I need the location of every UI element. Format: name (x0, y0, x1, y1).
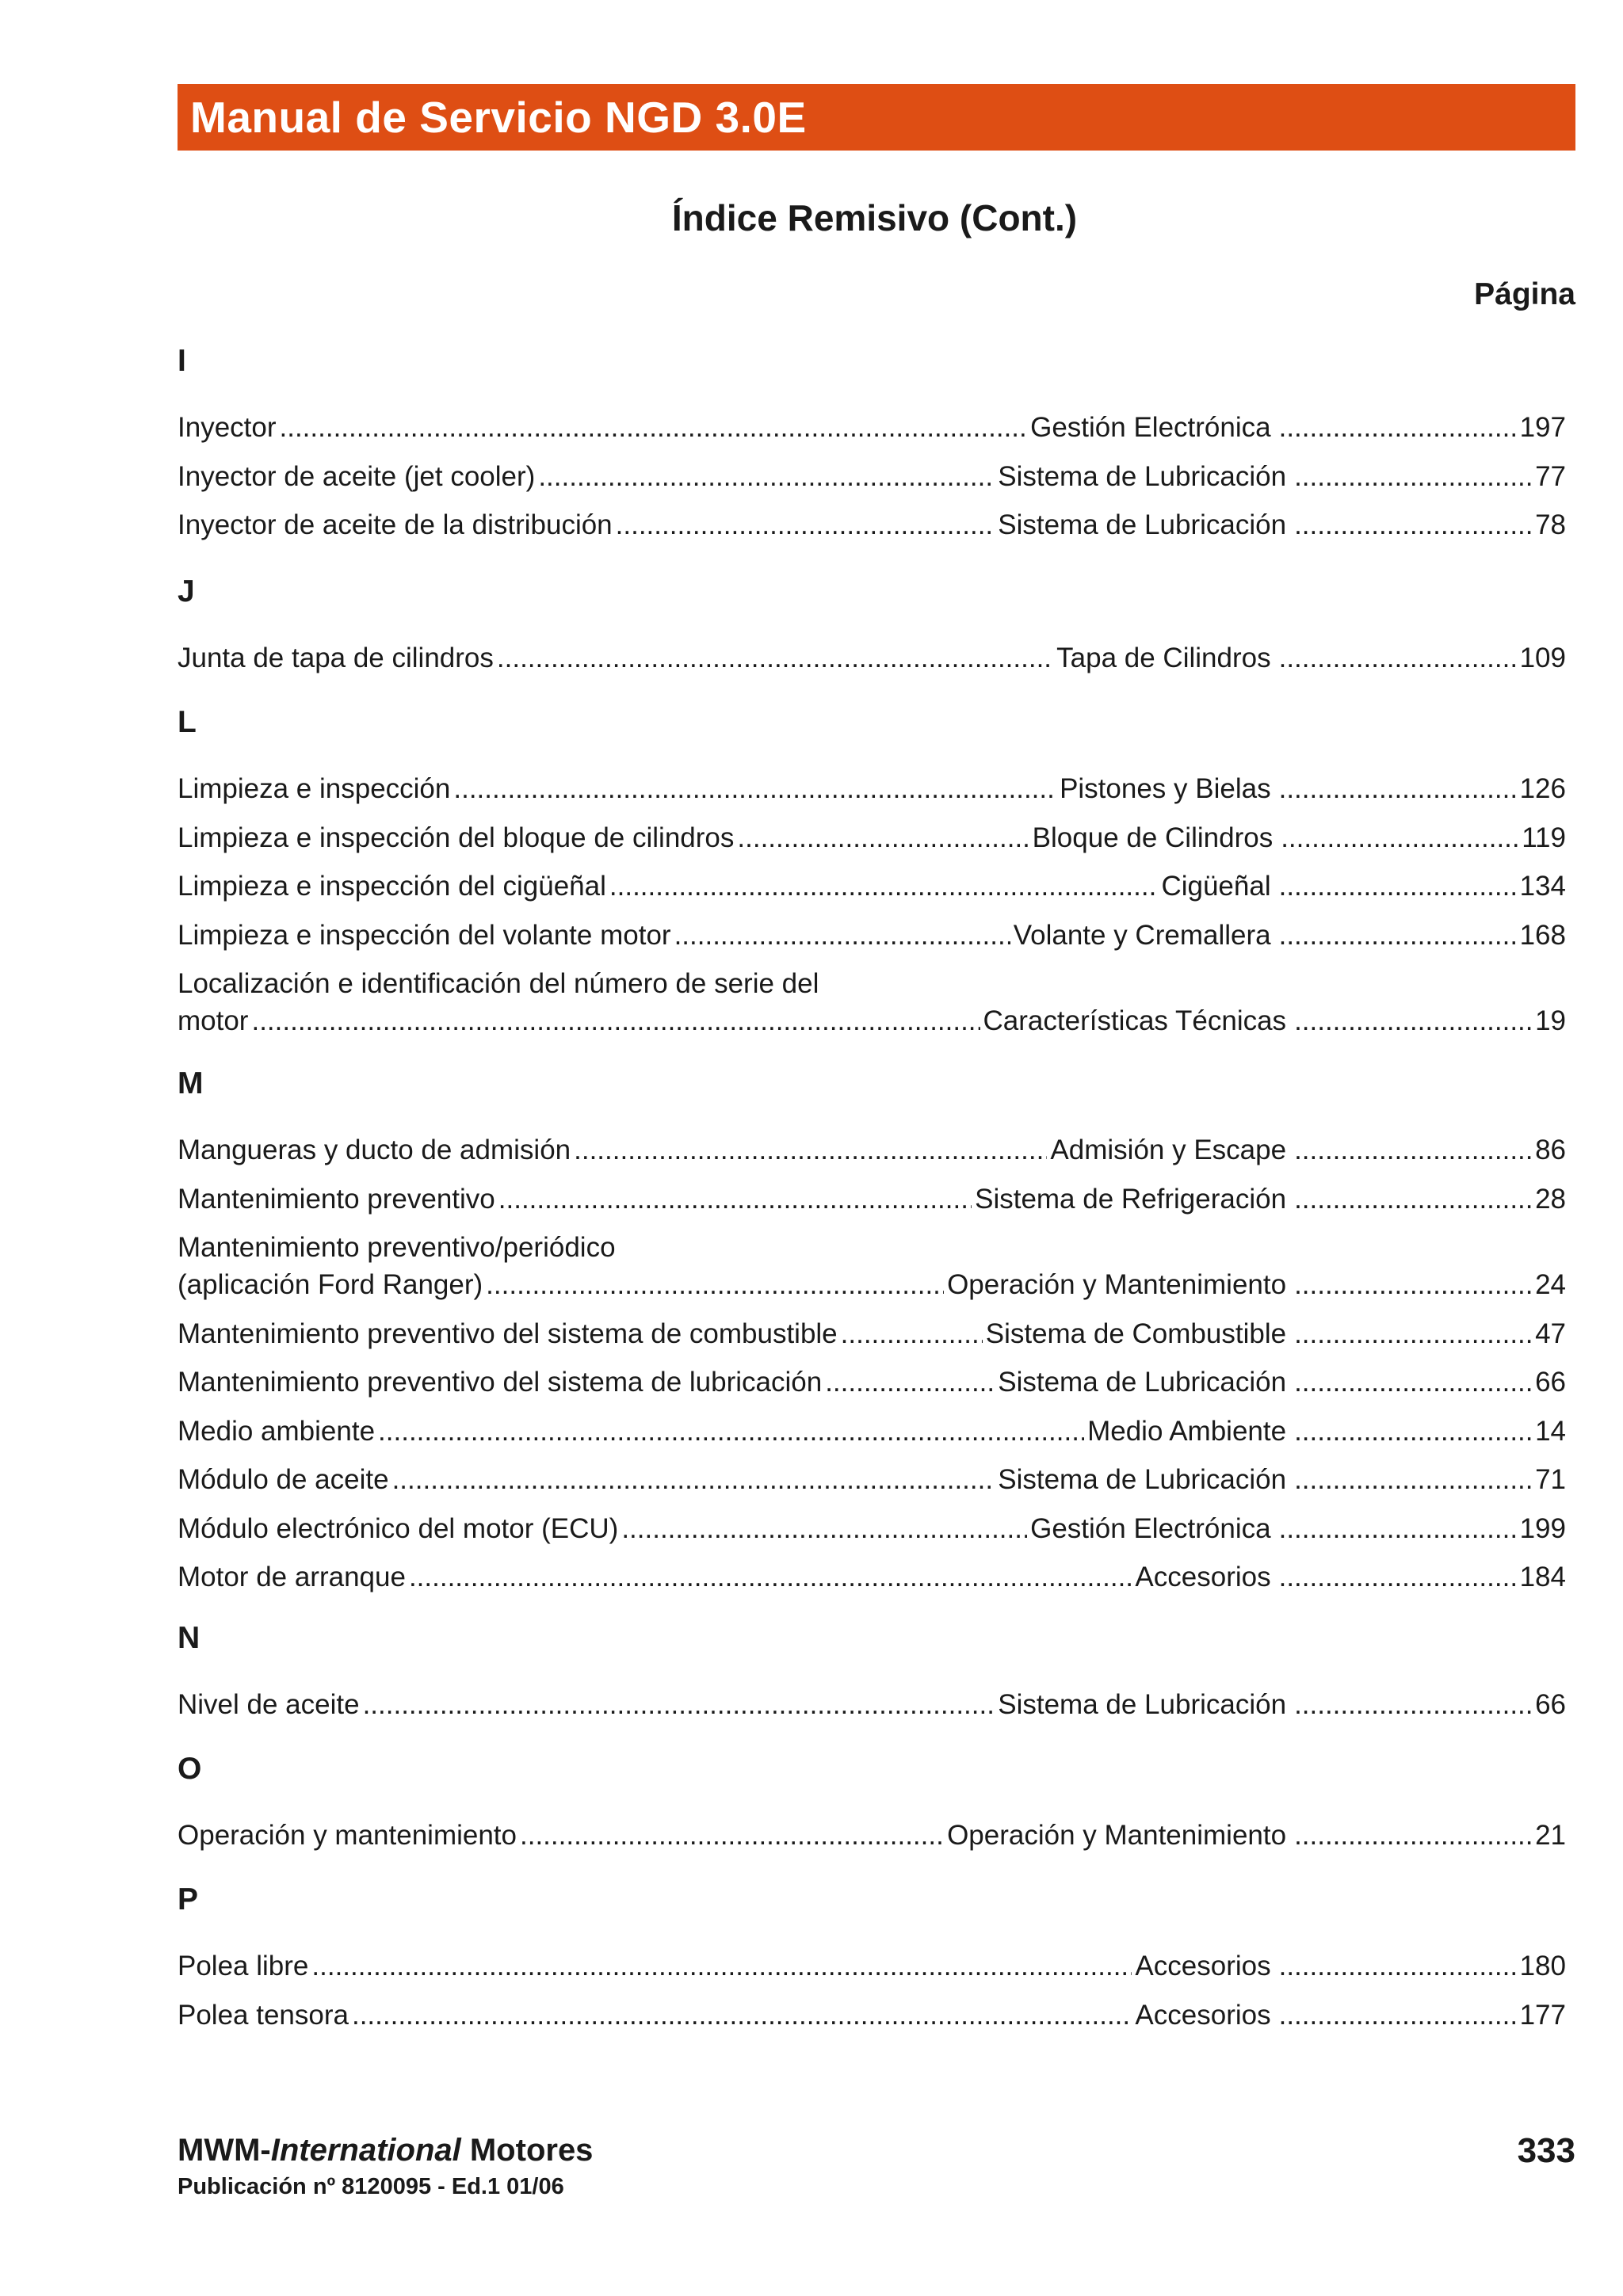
dot-leader (392, 1464, 995, 1496)
dot-leader (1279, 1513, 1517, 1545)
entry-term: Módulo electrónico del motor (ECU) (178, 1512, 619, 1544)
dot-leader (497, 643, 1053, 674)
dot-leader (311, 1951, 1132, 1982)
entry-page: 109 (1519, 643, 1566, 673)
entry-section: Volante y Cremallera (1013, 919, 1271, 951)
section-letter: L (178, 705, 197, 739)
manual-title: Manual de Servicio NGD 3.0E (190, 93, 807, 142)
entry-section: Operación y Mantenimiento (947, 1820, 1287, 1851)
entry-term-line1: Localización e identificación del número de serie del (178, 968, 819, 999)
entry-section: Sistema de Lubricación (998, 1464, 1287, 1495)
dot-leader (1294, 461, 1532, 493)
header-bar (178, 84, 1575, 151)
entry-section: Gestión Electrónica (1030, 412, 1271, 443)
entry-page: 66 (1535, 1367, 1566, 1398)
dot-leader (1294, 1269, 1532, 1301)
dot-leader (737, 822, 1029, 854)
index-entry (178, 461, 1566, 498)
entry-term: Mangueras y ducto de admisión (178, 1135, 571, 1165)
entry-term: Polea tensora (178, 1999, 349, 2031)
entry-page: 24 (1535, 1269, 1566, 1300)
section-letter: J (178, 574, 195, 608)
dot-leader (1294, 1135, 1532, 1166)
dot-leader (520, 1820, 944, 1852)
index-entry (178, 412, 1566, 448)
entry-page: 168 (1519, 919, 1566, 951)
entry-term: Junta de tapa de cilindros (178, 643, 494, 673)
entry-section: Sistema de Combustible (985, 1318, 1287, 1349)
index-entry (178, 1562, 1566, 1598)
index-entry (178, 2000, 1566, 2036)
dot-leader (251, 1005, 980, 1037)
dot-leader (1294, 1464, 1532, 1496)
entry-section: Pistones y Bielas (1060, 773, 1271, 804)
entry-term: Limpieza e inspección del volante motor (178, 919, 671, 951)
dot-leader (409, 1562, 1132, 1593)
entry-term: Módulo de aceite (178, 1464, 389, 1495)
entry-term: Nivel de aceite (178, 1689, 360, 1720)
dot-leader (538, 461, 995, 493)
dot-leader (1294, 1689, 1532, 1721)
index-entry (178, 1269, 1566, 1306)
entry-page: 119 (1522, 822, 1566, 853)
entry-page: 199 (1519, 1512, 1566, 1544)
entry-page: 14 (1535, 1415, 1566, 1447)
entry-page: 71 (1535, 1464, 1566, 1495)
index-entry (178, 1184, 1566, 1220)
index-entry (178, 1318, 1566, 1355)
index-entry (178, 509, 1566, 546)
dot-leader (1279, 412, 1517, 444)
dot-leader (674, 920, 1010, 952)
dot-leader (1279, 2000, 1517, 2031)
dot-leader (1294, 1416, 1532, 1447)
index-entry (178, 1416, 1566, 1452)
entry-page: 197 (1519, 412, 1566, 443)
index-entry (178, 1513, 1566, 1550)
entry-term: Limpieza e inspección del bloque de cilindros (178, 822, 735, 853)
dot-leader (1294, 1318, 1532, 1350)
entry-page: 184 (1519, 1562, 1566, 1592)
dot-leader (1294, 509, 1532, 541)
entry-term-line1: Mantenimiento preventivo/periódico (178, 1232, 616, 1263)
index-entry (178, 1135, 1566, 1171)
entry-term: Motor de arranque (178, 1562, 406, 1592)
index-entry (178, 1951, 1566, 1987)
dot-leader (1279, 1562, 1517, 1593)
entry-section: Accesorios (1135, 1562, 1271, 1592)
dot-leader (1281, 822, 1518, 854)
entry-page: 77 (1535, 460, 1566, 492)
dot-leader (498, 1184, 972, 1215)
index-entry (178, 773, 1566, 810)
dot-leader (1279, 1951, 1517, 1982)
dot-leader (1279, 920, 1517, 952)
entry-section: Accesorios (1135, 1999, 1271, 2031)
entry-term: Limpieza e inspección del cigüeñal (178, 871, 606, 902)
entry-section: Tapa de Cilindros (1056, 643, 1271, 673)
entry-page: 86 (1535, 1135, 1566, 1165)
entry-section: Admisión y Escape (1050, 1135, 1287, 1165)
entry-section: Bloque de Cilindros (1032, 822, 1274, 853)
dot-leader (352, 2000, 1132, 2031)
entry-term: Inyector (178, 412, 277, 443)
entry-section: Gestión Electrónica (1030, 1512, 1271, 1544)
section-letter: M (178, 1066, 204, 1100)
dot-leader (1294, 1820, 1532, 1852)
entry-page: 177 (1519, 1999, 1566, 2031)
entry-page: 21 (1535, 1820, 1566, 1851)
entry-section: Operación y Mantenimiento (947, 1269, 1287, 1300)
entry-section: Cigüeñal (1161, 871, 1271, 902)
entry-section: Medio Ambiente (1087, 1415, 1287, 1447)
entry-term: Operación y mantenimiento (178, 1820, 517, 1851)
dot-leader (609, 871, 1159, 902)
entry-page: 180 (1519, 1951, 1566, 1981)
entry-page: 28 (1535, 1183, 1566, 1215)
footer-page-number: 333 (1517, 2131, 1575, 2170)
dot-leader (486, 1269, 944, 1301)
section-letter: O (178, 1752, 202, 1786)
dot-leader (363, 1689, 995, 1721)
dot-leader (1279, 773, 1517, 805)
page-column-label: Página (1474, 277, 1575, 311)
dot-leader (1294, 1005, 1532, 1037)
entry-term: Medio ambiente (178, 1415, 376, 1447)
index-entry (178, 920, 1566, 956)
entry-term: motor (178, 1005, 249, 1036)
index-title: Índice Remisivo (Cont.) (671, 197, 1078, 238)
dot-leader (841, 1318, 983, 1350)
dot-leader (1279, 643, 1517, 674)
entry-page: 126 (1519, 773, 1566, 804)
footer-brand: MWM-International Motores (178, 2133, 594, 2168)
index-entry (178, 1367, 1566, 1403)
section-letter: I (178, 344, 186, 378)
entry-section: Accesorios (1135, 1951, 1271, 1981)
dot-leader (453, 773, 1056, 805)
entry-page: 47 (1535, 1318, 1566, 1349)
entry-page: 78 (1535, 509, 1566, 540)
entry-term: Mantenimiento preventivo (178, 1183, 495, 1215)
dot-leader (574, 1135, 1047, 1166)
entry-section: Sistema de Lubricación (998, 1367, 1287, 1398)
section-letter: N (178, 1621, 200, 1655)
index-entry (178, 871, 1566, 907)
entry-section: Sistema de Lubricación (998, 460, 1287, 492)
entry-term: Mantenimiento preventivo del sistema de combustible (178, 1318, 838, 1349)
entry-term: Mantenimiento preventivo del sistema de lubricación (178, 1367, 823, 1398)
entry-term: Polea libre (178, 1951, 309, 1981)
dot-leader (1294, 1367, 1532, 1398)
index-entry (178, 1689, 1566, 1726)
dot-leader (616, 509, 995, 541)
section-letter: P (178, 1882, 199, 1917)
index-entry (178, 1005, 1566, 1042)
entry-page: 66 (1535, 1689, 1566, 1720)
footer-publication: Publicación nº 8120095 - Ed.1 01/06 (178, 2174, 564, 2199)
entry-page: 134 (1519, 871, 1566, 902)
entry-section: Sistema de Lubricación (998, 1689, 1287, 1720)
entry-term: Inyector de aceite (jet cooler) (178, 460, 536, 492)
entry-page: 19 (1535, 1005, 1566, 1036)
index-entry (178, 1820, 1566, 1856)
dot-leader (280, 412, 1028, 444)
dot-leader (825, 1367, 995, 1398)
dot-leader (1279, 871, 1517, 902)
entry-section: Sistema de Refrigeración (975, 1183, 1287, 1215)
entry-term: (aplicación Ford Ranger) (178, 1269, 483, 1300)
entry-term: Limpieza e inspección (178, 773, 451, 804)
dot-leader (1294, 1184, 1532, 1215)
dot-leader (621, 1513, 1027, 1545)
entry-section: Características Técnicas (983, 1005, 1287, 1036)
entry-section: Sistema de Lubricación (998, 509, 1287, 540)
entry-term: Inyector de aceite de la distribución (178, 509, 613, 540)
dot-leader (378, 1416, 1084, 1447)
index-entry (178, 822, 1566, 859)
index-entry (178, 1464, 1566, 1501)
index-entry (178, 643, 1566, 679)
